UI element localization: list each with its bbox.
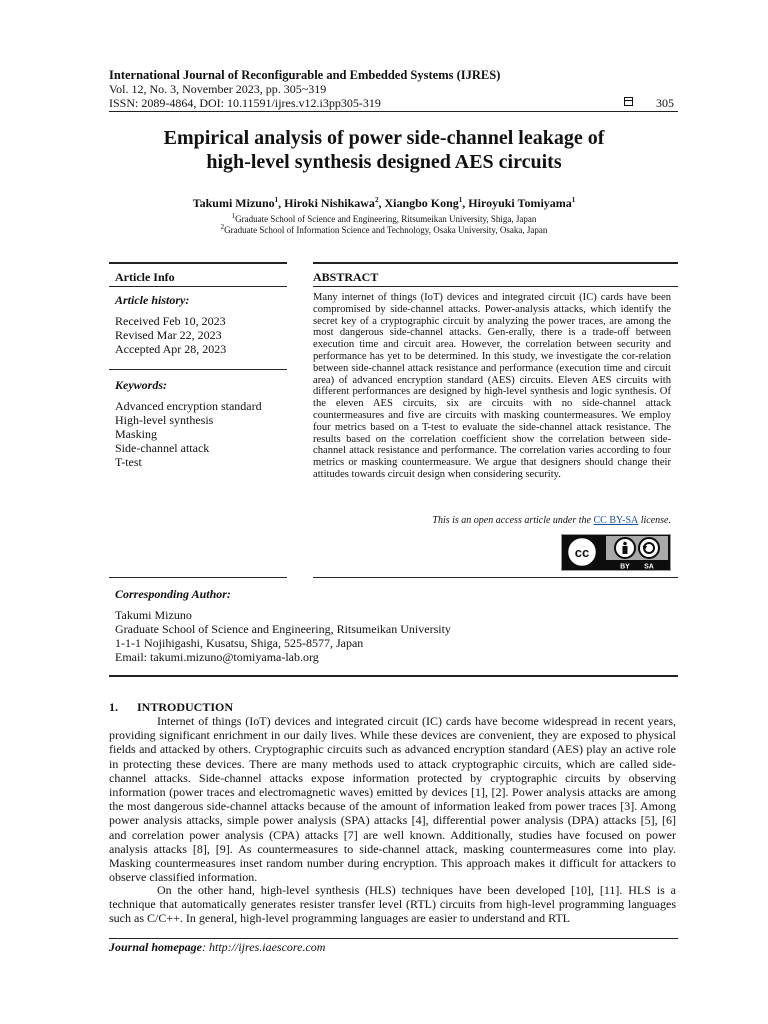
- section-number: 1.: [109, 700, 118, 714]
- volume-info: Vol. 12, No. 3, November 2023, pp. 305~319: [109, 82, 327, 96]
- svg-text:BY: BY: [620, 563, 630, 570]
- author: Hiroyuki Tomiyama$^1$: [468, 196, 576, 210]
- corresponding-address: 1-1-1 Nojihigashi, Kusatsu, Shiga, 525-8577, Japan: [115, 636, 364, 650]
- svg-text:cc: cc: [574, 545, 590, 560]
- cc-by-sa-link[interactable]: CC BY-SA: [593, 515, 639, 526]
- accepted-date: Accepted Apr 28, 2023: [115, 342, 227, 356]
- cc-badge-graphic: [562, 535, 670, 570]
- footer-rule: [109, 938, 678, 939]
- received-date: Received Feb 10, 2023: [115, 314, 226, 328]
- paper-title: [100, 126, 668, 174]
- info-mid-rule: [109, 369, 287, 370]
- author-list: Takumi Mizuno$^1$, Hiroki Nishikawa$^2$, Xiangbo Kong$^1$, Hiroyuki Tomiyama$^1$: [192, 196, 576, 210]
- keyword: Advanced encryption standard: [115, 399, 262, 413]
- homepage-link[interactable]: http://ijres.iaescore.com: [209, 940, 326, 954]
- abstract-top-rule: [313, 262, 678, 264]
- journal-name: International Journal of Reconfigurable and Embedded Systems (IJRES): [109, 68, 501, 82]
- issn-doi: ISSN: 2089-4864, DOI: 10.11591/ijres.v12.i3pp305-319: [109, 96, 381, 110]
- keyword: High-level synthesis: [115, 413, 214, 427]
- keyword: Side-channel attack: [115, 441, 210, 455]
- introduction-heading: INTRODUCTION: [137, 700, 234, 714]
- journal-homepage: Journal homepage: http://ijres.iaescore.com: [109, 940, 326, 954]
- author: Xiangbo Kong$^1$: [384, 196, 463, 210]
- article-info-heading: Article Info: [115, 270, 175, 284]
- affiliation-1: $^1$Graduate School of Science and Engineering, Ritsumeikan University, Shiga, Japan: [231, 212, 537, 224]
- info-top-rule: [109, 262, 287, 264]
- article-history-heading: Article history:: [115, 293, 190, 307]
- page-number: 305: [656, 96, 674, 110]
- sa-icon: [639, 538, 659, 558]
- intro-paragraph-2: On the other hand, high-level synthesis (HLS) techniques have been developed [10], [11]. HLS is a technique that automatically generates resister transfer level (RTL) circuits from high-level programming languages such as C/C++. In general, high-level programming languages are easier to understand and RTL: [109, 883, 676, 926]
- info-bottom-rule: [109, 577, 287, 578]
- abstract-heading: ABSTRACT: [313, 270, 379, 284]
- abstract-bottom-rule: [313, 577, 678, 578]
- open-access-note: This is an open access article under the CC BY-SA license.: [432, 515, 671, 526]
- corresponding-email: Email: takumi.mizuno@tomiyama-lab.org: [115, 650, 319, 664]
- author: Hiroki Nishikawa$^2$: [284, 196, 379, 210]
- title-line-1: Empirical analysis of power side-channel leakage of: [163, 127, 605, 149]
- article-history: [115, 314, 226, 356]
- corresponding-name: Takumi Mizuno: [115, 608, 192, 622]
- corresponding-heading: Corresponding Author:: [115, 587, 231, 601]
- header-rule: [109, 111, 678, 112]
- corresponding-details: [115, 608, 451, 664]
- title-line-2: high-level synthesis designed AES circuits: [206, 151, 562, 173]
- corresponding-rule: [109, 675, 678, 677]
- keyword: Masking: [115, 427, 157, 441]
- affiliation-2: $^2$Graduate School of Information Science and Technology, Osaka University, Osaka, Japan: [220, 223, 548, 235]
- abstract-text: Many internet of things (IoT) devices and integrated circuit (IC) cards have been compromised by side-channel attacks. Power-analysis attacks, which identify the secret key of a cryptographic circuit by analyzing the power traces, are among the most dangerous side-channel attacks. Gen-erally, there is a trade-off between execution time and circuit area. However, the correlation between security and performance has yet to be determined. In this study, we investigate the cor-relation between side-channel attack resistance and performance (execution time and circuit area) of advanced encryption standard (AES) circuits. Eleven AES circuits with different performances are designed by high-level synthesis and logic synthesis. Of the eleven AES circuits, six are circuits with no side-channel attack countermeasures and five are circuits with masking countermeasures. We employ four metrics based on a T-test to evaluate the side-channel attack resistance. The results based on the correlation coefficient show the correlation between side-channel attack resistance and performance. The correlation varies according to four metrics or masking countermeasure. We argue that designers should change their attitudes towards circuit design when considering security.: [313, 292, 671, 480]
- keywords-list: [115, 399, 262, 469]
- svg-text:SA: SA: [644, 563, 654, 570]
- author: Takumi Mizuno$^1$: [192, 196, 279, 210]
- revised-date: Revised Mar 22, 2023: [115, 328, 222, 342]
- info-heading-rule: [109, 286, 287, 287]
- page-icon: [624, 97, 633, 106]
- abstract-heading-rule: [313, 286, 678, 287]
- intro-paragraph-1: Internet of things (IoT) devices and integrated circuit (IC) cards have become widespread in recent years, providing significant enrichment in our daily lives. While these devices are convenient, they are exposed to physical fields and attacked by others. Cryptographic circuits such as advanced encryption standard (AES) play an active role in protecting these devices. There are many methods used to attack cryptographic circuits, which are called side-channel attacks. Side-channel attacks expose information protected by cryptographic circuits by observing information (power traces and electromagnetic waves) emitted by devices [1], [2]. Power analysis attacks are among the most dangerous side-channel attacks because of the amount of information leaked from power traces [3]. Among power analysis attacks, simple power analysis (SPA) attacks [4], differential power analysis (DPA) attacks [5], [6] and correlation power analysis (CPA) attacks [7] are well known. Additionally, studies have focused on power analysis attacks [8], [9]. As countermeasures to side-channel attack, masking countermeasures come into play. Masking countermeasures inset random number during encryption. This approach makes it difficult for attackers to observe classified information.: [109, 714, 676, 885]
- cc-by-sa-badge[interactable]: [561, 534, 671, 571]
- keywords-heading: Keywords:: [115, 378, 167, 392]
- keyword: T-test: [115, 455, 142, 469]
- corresponding-affiliation: Graduate School of Science and Engineering, Ritsumeikan University: [115, 622, 451, 636]
